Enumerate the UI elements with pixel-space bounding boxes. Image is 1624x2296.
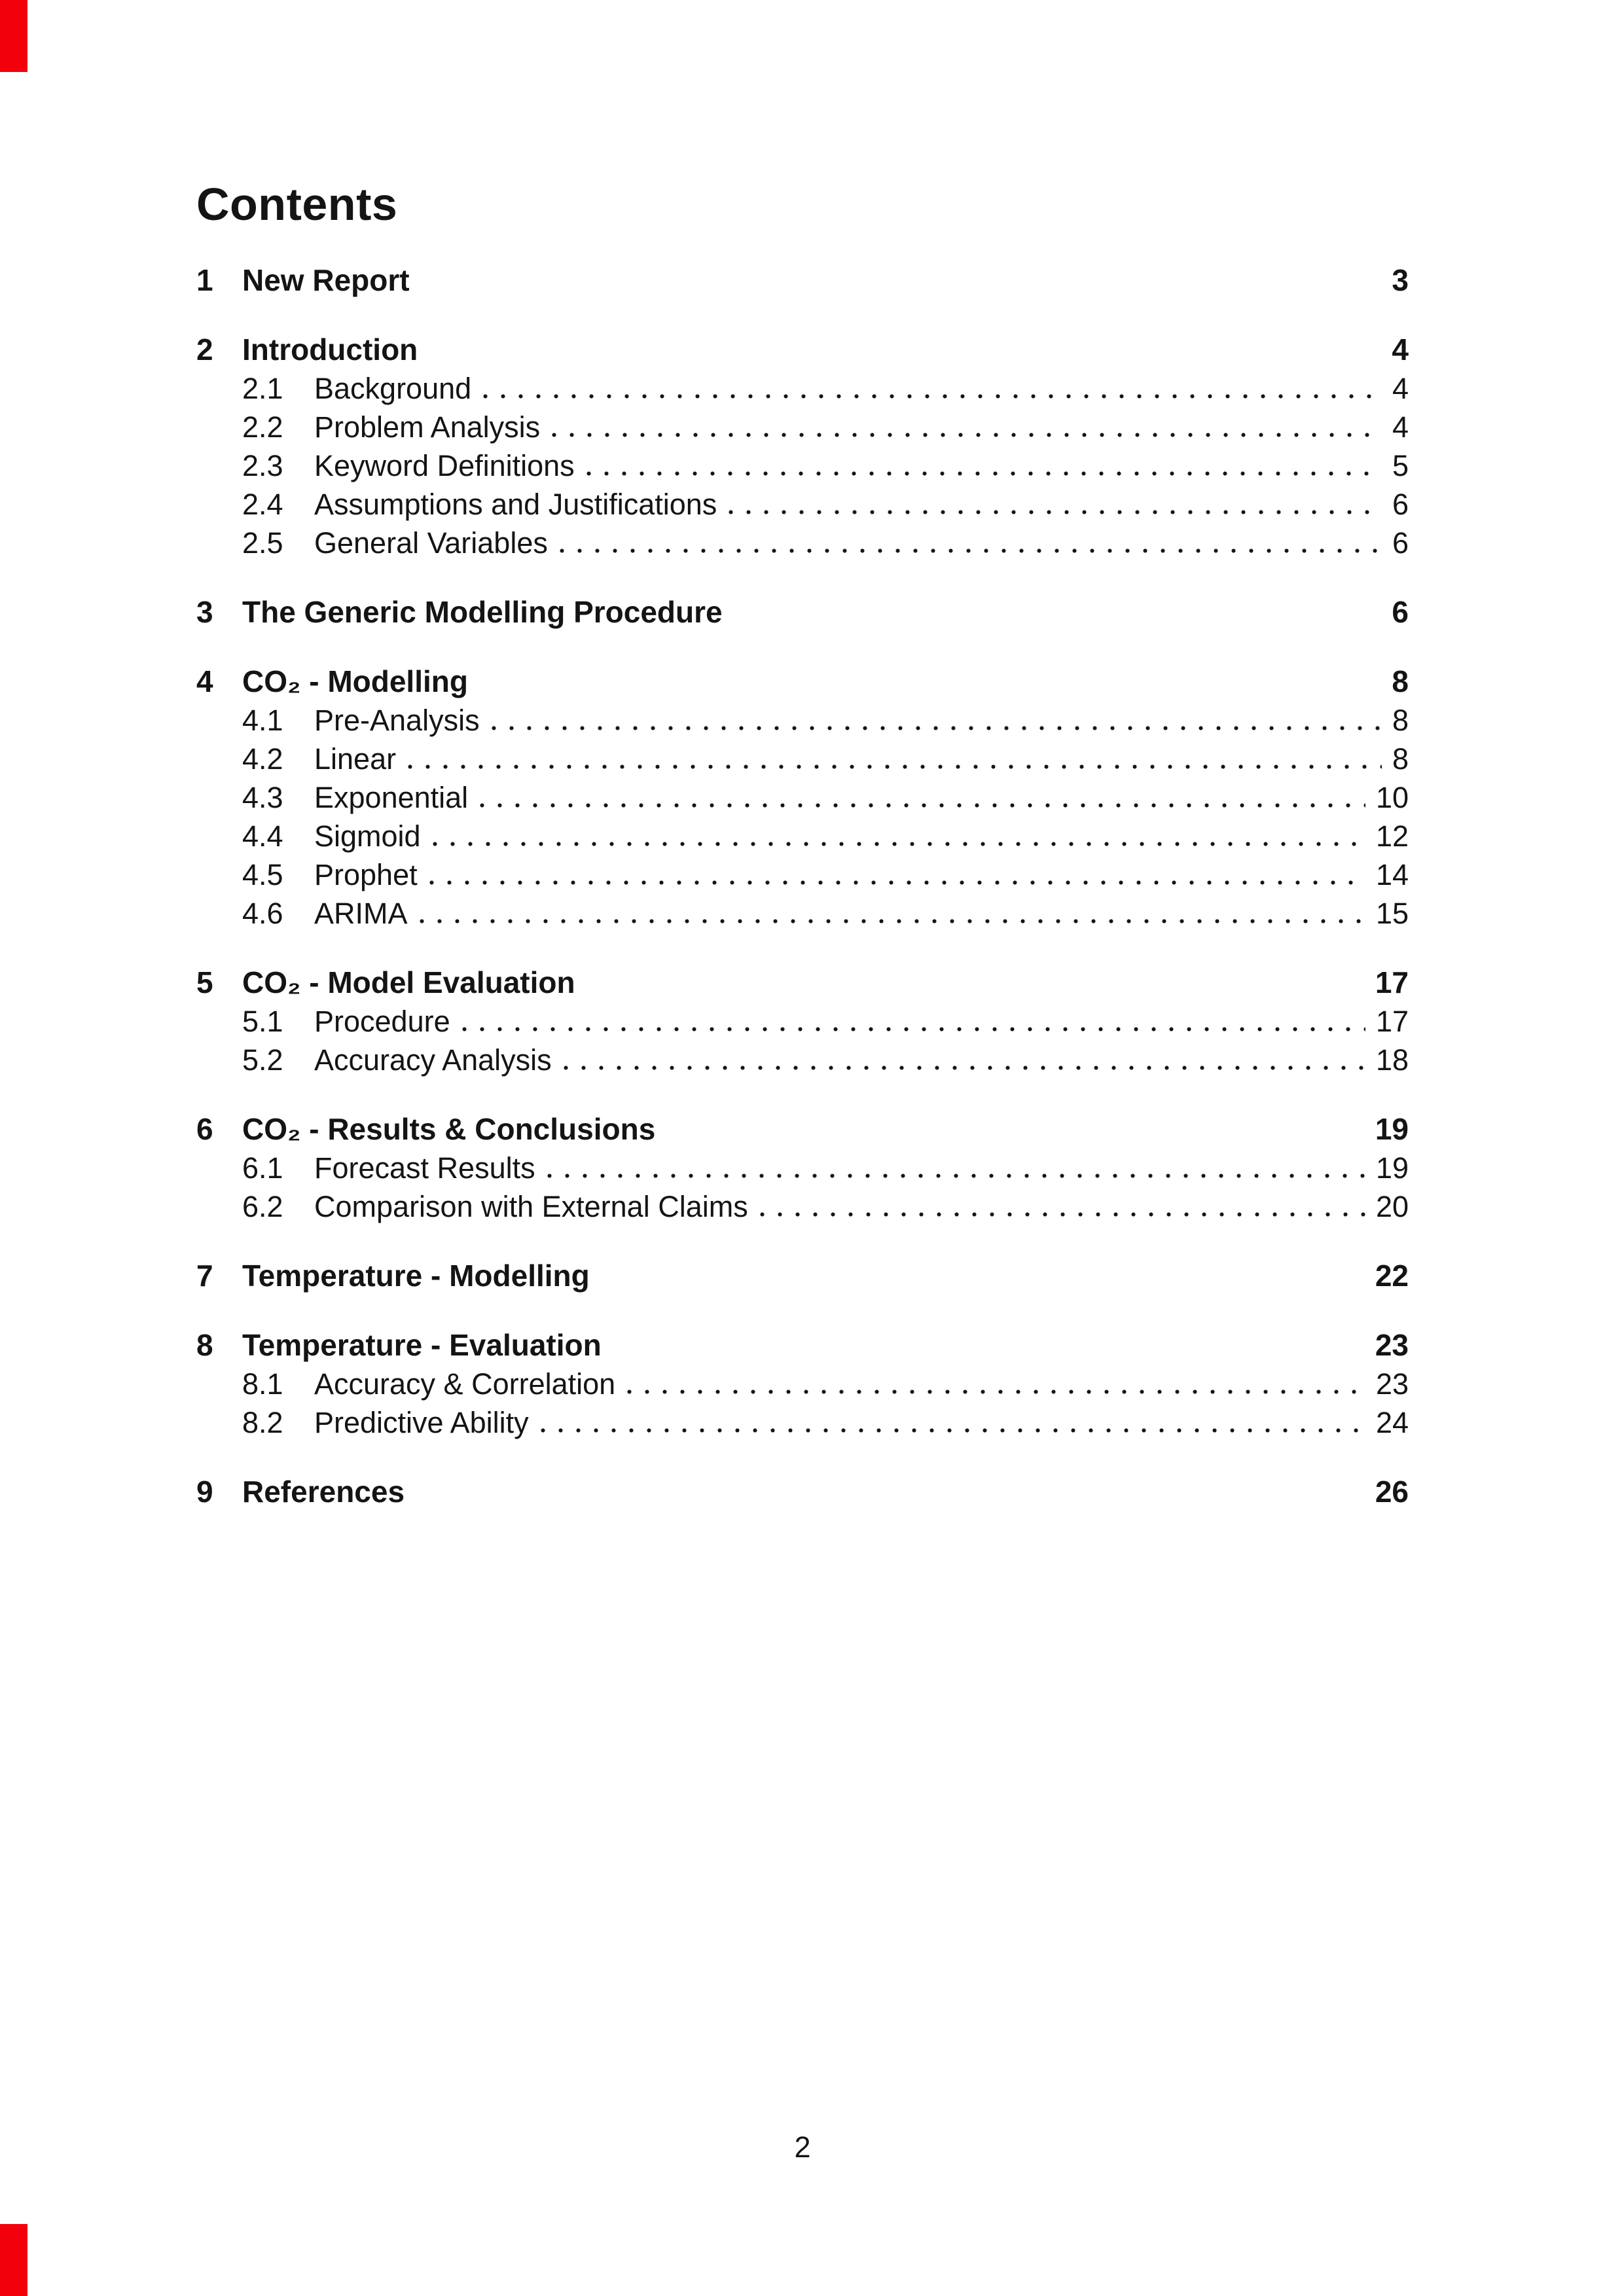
- toc-entry-page: 12: [1375, 819, 1409, 853]
- toc-entry-title: Background: [314, 372, 472, 405]
- toc-subsection-entry[interactable]: [196, 1149, 1409, 1187]
- toc-entry-number: 4.4: [242, 819, 283, 853]
- toc-entry-number: 4.2: [242, 742, 283, 776]
- toc-entry-page: 14: [1375, 858, 1409, 891]
- toc-section-entry[interactable]: [196, 662, 1409, 701]
- toc-section-entry[interactable]: [196, 1257, 1409, 1295]
- toc-entry-number: 2.2: [242, 410, 283, 444]
- toc-entry-page: 19: [1375, 1151, 1409, 1185]
- toc-subsection-entry[interactable]: [196, 778, 1409, 817]
- toc-subsection-entry[interactable]: [196, 485, 1409, 524]
- toc-entry-number: 4.3: [242, 781, 283, 814]
- toc-entry-number: 8.1: [242, 1367, 283, 1401]
- toc-subsection-entry[interactable]: [196, 408, 1409, 446]
- toc-entry-page: 8: [1392, 704, 1409, 737]
- toc-entry-number: 6: [196, 1112, 213, 1146]
- toc-entry-title: ARIMA: [314, 897, 408, 930]
- toc-entry-title: Temperature - Modelling: [242, 1259, 590, 1293]
- toc-entry-page: 5: [1392, 449, 1409, 482]
- toc-entry-page: 18: [1375, 1043, 1409, 1077]
- toc-entry-page: 6: [1392, 526, 1409, 560]
- toc-entry-title: References: [242, 1475, 405, 1509]
- toc-entry-number: 5.2: [242, 1043, 283, 1077]
- footer-page-number: 2: [794, 2130, 811, 2164]
- toc-entry-page: 24: [1375, 1406, 1409, 1439]
- toc-entry-page: 8: [1392, 664, 1409, 698]
- toc-entry-number: 4: [196, 664, 213, 698]
- toc-entry-page: 20: [1375, 1190, 1409, 1223]
- dot-leader: [429, 880, 1365, 885]
- toc-entry-title: Pre-Analysis: [314, 704, 480, 737]
- toc-entry-title: CO₂ - Model Evaluation: [242, 965, 575, 999]
- toc-entry-number: 2: [196, 332, 213, 367]
- toc-subsection-entry[interactable]: [196, 1002, 1409, 1041]
- toc-section-entry[interactable]: [196, 1326, 1409, 1365]
- toc-entry-title: Prophet: [314, 858, 418, 891]
- toc-entry-number: 6.2: [242, 1190, 283, 1223]
- toc-entry-page: 26: [1375, 1475, 1409, 1509]
- toc-entry-number: 3: [196, 595, 213, 629]
- toc-subsection-entry[interactable]: [196, 894, 1409, 933]
- dot-leader: [729, 510, 1382, 514]
- toc-entry-title: CO₂ - Results & Conclusions: [242, 1112, 656, 1146]
- toc-subsection-entry[interactable]: [196, 740, 1409, 778]
- toc-entry-page: 19: [1375, 1112, 1409, 1146]
- dot-leader: [483, 394, 1382, 399]
- toc-entry-title: Exponential: [314, 781, 469, 814]
- toc-subsection-entry[interactable]: [196, 524, 1409, 562]
- toc-entry-title: CO₂ - Modelling: [242, 664, 468, 698]
- dot-leader: [433, 842, 1365, 846]
- toc-entry-title: Comparison with External Claims: [314, 1190, 748, 1223]
- toc-entry-page: 15: [1375, 897, 1409, 930]
- toc-section-entry[interactable]: [196, 963, 1409, 1002]
- toc-entry-title: Temperature - Evaluation: [242, 1328, 602, 1362]
- toc-entry-page: 23: [1375, 1328, 1409, 1362]
- toc-section-entry[interactable]: [196, 1473, 1409, 1511]
- toc-entry-number: 8.2: [242, 1406, 283, 1439]
- toc-entry-page: 3: [1392, 263, 1409, 297]
- toc-entry-title: Accuracy Analysis: [314, 1043, 552, 1077]
- toc-subsection-entry[interactable]: [196, 817, 1409, 855]
- toc-subsection-entry[interactable]: [196, 1187, 1409, 1226]
- toc-entry-title: Introduction: [242, 332, 418, 367]
- page-title: Contents: [196, 179, 398, 230]
- dot-leader: [564, 1066, 1365, 1070]
- toc-subsection-entry[interactable]: [196, 855, 1409, 894]
- toc-entry-number: 4.1: [242, 704, 283, 737]
- toc-list: [196, 261, 1409, 1511]
- toc-entry-title: Problem Analysis: [314, 410, 541, 444]
- toc-subsection-entry[interactable]: [196, 1041, 1409, 1079]
- dot-leader: [408, 764, 1382, 769]
- toc-entry-page: 8: [1392, 742, 1409, 776]
- toc-entry-page: 6: [1392, 595, 1409, 629]
- toc-entry-page: 17: [1375, 965, 1409, 999]
- dot-leader: [760, 1212, 1365, 1217]
- toc-entry-page: 22: [1375, 1259, 1409, 1293]
- toc-entry-title: New Report: [242, 263, 410, 297]
- dot-leader: [627, 1390, 1365, 1394]
- toc-section-entry[interactable]: [196, 261, 1409, 300]
- dot-leader: [560, 548, 1382, 553]
- toc-entry-number: 2.3: [242, 449, 283, 482]
- toc-entry-title: General Variables: [314, 526, 548, 560]
- toc-entry-number: 2.5: [242, 526, 283, 560]
- toc-entry-number: 2.1: [242, 372, 283, 405]
- toc-entry-number: 5.1: [242, 1005, 283, 1038]
- toc-entry-title: Linear: [314, 742, 397, 776]
- dot-leader: [541, 1428, 1365, 1433]
- toc-entry-title: Keyword Definitions: [314, 449, 575, 482]
- toc-entry-title: Procedure: [314, 1005, 450, 1038]
- toc-subsection-entry[interactable]: [196, 1403, 1409, 1442]
- toc-entry-number: 7: [196, 1259, 213, 1293]
- toc-section-entry[interactable]: [196, 331, 1409, 369]
- dot-leader: [462, 1027, 1365, 1031]
- toc-entry-title: Assumptions and Justifications: [314, 488, 717, 521]
- toc-subsection-entry[interactable]: [196, 701, 1409, 740]
- toc-entry-title: Predictive Ability: [314, 1406, 529, 1439]
- red-edge-mark-top: [0, 0, 27, 72]
- dot-leader: [547, 1174, 1365, 1178]
- toc-entry-title: The Generic Modelling Procedure: [242, 595, 723, 629]
- toc-page: [196, 178, 1409, 1511]
- toc-entry-number: 1: [196, 263, 213, 297]
- toc-entry-title: Forecast Results: [314, 1151, 535, 1185]
- red-edge-mark-bottom: [0, 2224, 27, 2296]
- toc-entry-page: 23: [1375, 1367, 1409, 1401]
- dot-leader: [480, 803, 1365, 808]
- toc-section-entry[interactable]: [196, 593, 1409, 632]
- toc-entry-page: 17: [1375, 1005, 1409, 1038]
- dot-leader: [552, 433, 1382, 437]
- dot-leader: [492, 726, 1382, 730]
- toc-subsection-entry[interactable]: [196, 446, 1409, 485]
- toc-entry-page: 4: [1392, 372, 1409, 405]
- dot-leader: [420, 919, 1365, 924]
- toc-entry-number: 6.1: [242, 1151, 283, 1185]
- toc-entry-number: 5: [196, 965, 213, 999]
- toc-entry-page: 4: [1392, 332, 1409, 367]
- toc-entry-number: 9: [196, 1475, 213, 1509]
- toc-entry-page: 4: [1392, 410, 1409, 444]
- toc-entry-number: 4.5: [242, 858, 283, 891]
- toc-entry-page: 6: [1392, 488, 1409, 521]
- dot-leader: [586, 471, 1382, 476]
- toc-entry-page: 10: [1375, 781, 1409, 814]
- toc-entry-number: 2.4: [242, 488, 283, 521]
- toc-entry-title: Accuracy & Correlation: [314, 1367, 616, 1401]
- toc-entry-title: Sigmoid: [314, 819, 421, 853]
- toc-entry-number: 8: [196, 1328, 213, 1362]
- toc-entry-number: 4.6: [242, 897, 283, 930]
- toc-subsection-entry[interactable]: [196, 369, 1409, 408]
- toc-subsection-entry[interactable]: [196, 1365, 1409, 1403]
- toc-section-entry[interactable]: [196, 1110, 1409, 1149]
